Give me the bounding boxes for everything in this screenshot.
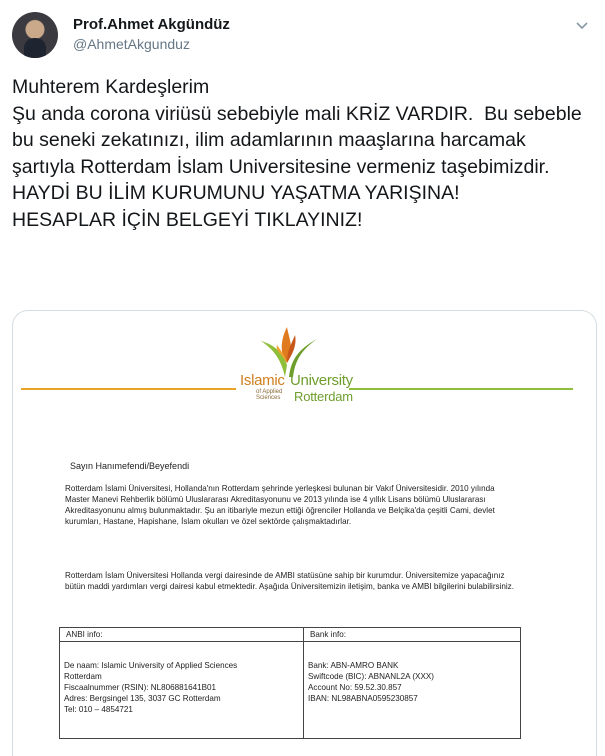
anbi-line: Tel: 010 – 4854721: [64, 705, 133, 714]
bank-info-column: [304, 628, 520, 738]
bank-line: Swiftcode (BIC): ABNANL2A (XXX): [308, 672, 434, 681]
green-divider: [349, 388, 573, 390]
logo-word-rotterdam: Rotterdam: [294, 389, 353, 404]
document-page: [13, 311, 596, 756]
chevron-down-icon[interactable]: [575, 18, 589, 32]
anbi-line: Rotterdam: [64, 672, 102, 681]
tweet-text: Muhterem Kardeşlerim Şu anda corona viriüsü sebebiyle mali KRİZ VARDIR. Bu sebeble bu seneki zekatınızı, ilim adamlarının maaşlarına harcamak şartıyla Rotterdam İslam Universitesine vermeniz taşebimizdir. HAYDİ BU İLİM KURUMUNU YAŞATMA YARIŞINA! HESAPLAR İÇİN BELGEYİ TIKLAYINIZ!: [12, 76, 582, 231]
author-name[interactable]: Prof.Ahmet Akgündüz: [73, 16, 230, 33]
bank-line: Bank: ABN-AMRO BANK: [308, 661, 399, 670]
orange-divider: [21, 388, 236, 390]
author-handle[interactable]: @AhmetAkgunduz: [73, 36, 190, 52]
info-table: [59, 627, 521, 739]
bank-line: Account No: 59.52.30.857: [308, 683, 402, 692]
anbi-info-column: [60, 628, 304, 738]
tulip-logo-icon: [251, 319, 331, 379]
avatar[interactable]: [12, 12, 58, 58]
logo-subtitle: of Applied Sciences: [256, 389, 283, 401]
bank-header: Bank info:: [310, 630, 346, 639]
logo-word-university: University: [290, 372, 353, 389]
anbi-line: Fiscaalnummer (RSIN): NL806881641B01: [64, 683, 217, 692]
letter-paragraph-1: Rotterdam İslami Üniversitesi, Hollanda'nın Rotterdam şehrinde yerleşkesi bulunan bir Vakıf Üniversitesidir. 2010 yılında Master Manevi Rehberlik bölümü Uluslararası Akreditasyonunu ve 2013 yılında ise 4 yıllık Lisans bölümü Uluslararası Akreditasyonunu almış bulunmaktadır. Şu an itibariyle mezun ettiği öğrenciler Hollanda ve Belçika'da çeşitli Cami, devlet kurumları, Hastane, Hapishane, İslam okulları ve özel sektörde çalışmaktadırlar.: [65, 484, 495, 526]
anbi-line: Adres: Bergsingel 135, 3037 GC Rotterdam: [64, 694, 221, 703]
letter-greeting: Sayın Hanımefendi/Beyefendi: [70, 461, 190, 471]
letter-paragraph-2: Rotterdam İslam Üniversitesi Hollanda vergi dairesinde de AMBI statüsüne sahip bir kurumdur. Üniversitemize yapacağınız bütün maddi yardımları vergi dairesi kabul etmektedir. Aşağıda Üniversitemizin iletişim, banka ve AMBI bilgilerini bulabilirsiniz.: [65, 571, 514, 591]
logo-word-islamic: Islamic: [240, 372, 285, 389]
anbi-header: ANBI info:: [66, 630, 103, 639]
tweet-header: [10, 10, 595, 60]
bank-line: IBAN: NL98ABNA0595230857: [308, 694, 418, 703]
anbi-line: De naam: Islamic University of Applied Sciences: [64, 661, 238, 670]
attached-document-image[interactable]: [12, 310, 597, 756]
